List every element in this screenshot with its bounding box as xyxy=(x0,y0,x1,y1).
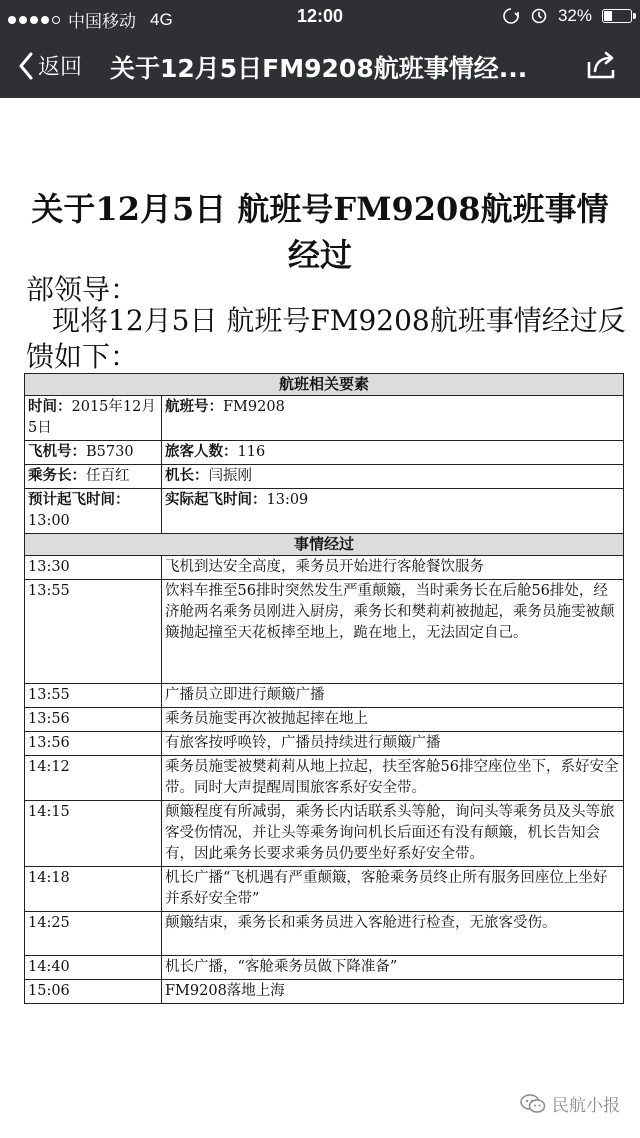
planned-departure-label: 预计起飞时间： xyxy=(28,492,130,508)
captain-label: 机长： xyxy=(165,468,209,484)
network-type: 4G xyxy=(150,9,173,29)
carrier-name: 中国移动 xyxy=(68,12,136,31)
alarm-icon xyxy=(530,7,548,25)
wechat-icon xyxy=(520,1094,546,1114)
event-description: 乘务员施雯再次被抛起摔在地上 xyxy=(162,708,624,732)
battery-percent: 32% xyxy=(557,6,592,25)
status-bar xyxy=(0,0,640,34)
event-description: 飞机到达安全高度，乘务员开始进行客舱餐饮服务 xyxy=(162,556,624,580)
passengers-value: 116 xyxy=(237,444,266,460)
document-title: 关于12月5日 航班号FM9208航班事情经过 xyxy=(31,190,609,274)
planned-departure-value: 13:00 xyxy=(28,513,70,529)
flight-no-label: 航班号： xyxy=(165,399,223,415)
flight-info-row xyxy=(25,396,624,441)
nav-bar xyxy=(0,34,640,98)
back-button[interactable] xyxy=(18,50,82,81)
event-row xyxy=(25,756,624,801)
flight-date-cell xyxy=(25,396,162,441)
event-time: 14:18 xyxy=(25,867,162,912)
event-time: 14:40 xyxy=(25,956,162,980)
event-row xyxy=(25,580,624,684)
aircraft-cell xyxy=(25,441,162,465)
event-row xyxy=(25,708,624,732)
passengers-cell xyxy=(162,441,624,465)
status-right xyxy=(502,6,632,26)
article-body xyxy=(0,98,640,1138)
passengers-label: 旅客人数： xyxy=(165,444,238,460)
events-section-title: 事情经过 xyxy=(25,534,624,556)
flight-info-row xyxy=(25,489,624,534)
event-row xyxy=(25,956,624,980)
aircraft-value: B5730 xyxy=(86,444,134,460)
event-time: 13:55 xyxy=(25,684,162,708)
event-row xyxy=(25,801,624,867)
aircraft-label: 飞机号： xyxy=(28,444,86,460)
captain-cell xyxy=(162,465,624,489)
chevron-left-icon xyxy=(18,52,34,80)
event-row xyxy=(25,912,624,956)
flight-section-title: 航班相关要素 xyxy=(25,374,624,396)
rotation-lock-icon xyxy=(502,7,520,25)
purser-cell xyxy=(25,465,162,489)
event-description: 饮料车推至56排时突然发生严重颠簸，当时乘务长在后舱56排处，经济舱两名乘务员刚进入厨房，乘务长和樊莉莉被抛起，乘务员施雯被颠簸抛起撞至天花板摔至地上，跪在地上，无法固定自己。 xyxy=(162,580,624,684)
intro-paragraph: 现将12月5日 航班号FM9208航班事情经过反馈如下： xyxy=(26,304,626,373)
event-time: 13:55 xyxy=(25,580,162,684)
nav-title: 关于12月5日FM9208航班事情经... xyxy=(110,54,528,83)
event-row xyxy=(25,867,624,912)
event-time: 14:12 xyxy=(25,756,162,801)
event-description: 广播员立即进行颠簸广播 xyxy=(162,684,624,708)
event-description: 机长广播“飞机遇有严重颠簸，客舱乘务员终止所有服务回座位上坐好并系好安全带” xyxy=(162,867,624,912)
flight-no-value: FM9208 xyxy=(223,399,285,415)
event-time: 13:56 xyxy=(25,708,162,732)
incident-table xyxy=(24,373,624,1004)
battery-icon xyxy=(602,9,632,23)
event-row xyxy=(25,556,624,580)
actual-departure-label: 实际起飞时间： xyxy=(165,492,267,508)
flight-info-row xyxy=(25,465,624,489)
event-description: 机长广播，“客舱乘务员做下降准备” xyxy=(162,956,624,980)
planned-departure-cell xyxy=(25,489,162,534)
purser-value: 任百红 xyxy=(86,468,130,484)
event-description: 颠簸结束，乘务长和乘务员进入客舱进行检查，无旅客受伤。 xyxy=(162,912,624,956)
salutation: 部领导： xyxy=(26,273,139,306)
time-value: 2015年12月5日 xyxy=(28,399,156,436)
event-description: 乘务员施雯被樊莉莉从地上拉起，扶至客舱56排空座位坐下，系好安全带。同时大声提醒周围旅客系好安全带。 xyxy=(162,756,624,801)
event-time: 15:06 xyxy=(25,980,162,1004)
back-label: 返回 xyxy=(38,55,83,80)
event-row xyxy=(25,980,624,1004)
watermark-text: 民航小报 xyxy=(552,1096,620,1116)
share-button[interactable] xyxy=(586,50,618,84)
event-time: 13:30 xyxy=(25,556,162,580)
share-icon xyxy=(586,50,618,80)
event-time: 14:25 xyxy=(25,912,162,956)
flight-no-cell xyxy=(162,396,624,441)
event-description: 有旅客按呼唤铃，广播员持续进行颠簸广播 xyxy=(162,732,624,756)
actual-departure-cell xyxy=(162,489,624,534)
clock: 12:00 xyxy=(296,6,344,26)
event-row xyxy=(25,684,624,708)
event-time: 14:15 xyxy=(25,801,162,867)
captain-value: 闫振刚 xyxy=(208,468,252,484)
event-row xyxy=(25,732,624,756)
flight-info-row xyxy=(25,441,624,465)
event-description: 颠簸程度有所减弱，乘务长内话联系头等舱，询问头等乘务员及头等旅客受伤情况，并让头等乘务询问机长后面还有没有颠簸，机长告知会有，因此乘务长要求乘务员仍要坐好系好安全带。 xyxy=(162,801,624,867)
events-section-header-row xyxy=(25,534,624,556)
event-time: 13:56 xyxy=(25,732,162,756)
flight-section-header-row xyxy=(25,374,624,396)
actual-departure-value: 13:09 xyxy=(266,492,309,508)
watermark xyxy=(520,1091,620,1116)
time-label: 时间： xyxy=(28,399,72,415)
purser-label: 乘务长： xyxy=(28,468,86,484)
event-description: FM9208落地上海 xyxy=(162,980,624,1004)
